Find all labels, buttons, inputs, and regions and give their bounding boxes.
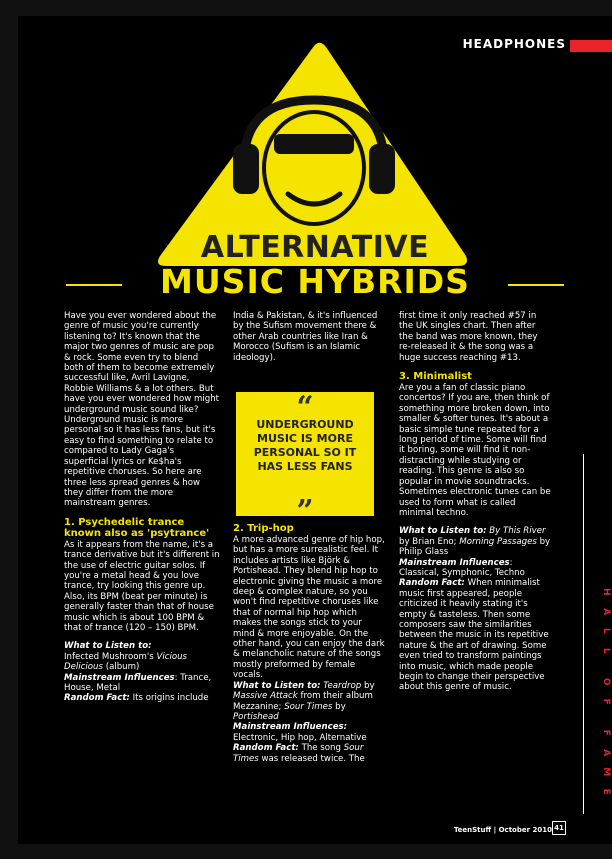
triphop-body: A more advanced genre of hip hop, but has a more surrealistic feel. It includes artists like Björk & Portishead. They blend hip hop to electronic giving the music a more deep & complex nature, so you won't find repetitive choruses like that of normal hip hop which makes the songs stick to your mind & more enjoyable. On the other hand, you can enjoy the dark & melancholic nature of the songs mostly preformed by female vocals. (233, 535, 385, 681)
psytrance-fact: Random Fact: Its origins include (64, 693, 209, 704)
sufism-paragraph: India & Pakistan, & it's influenced by the Sufism movement there & other Arab countries like Iran & Morocco (Sufism is an Islamic ideology). (233, 311, 378, 363)
triphop-fact: Random Fact: The song Sour Times was released twice. The (233, 743, 365, 764)
title-line2: MUSIC HYBRIDS (160, 262, 470, 301)
column-2 (233, 523, 385, 764)
minimalist-influences: Mainstream Influences: Classical, Symphonic, Techno (399, 557, 525, 578)
sour-times-paragraph: first time it only reached #57 in the UK singles chart. Then after the band was more known, they re-released it & the song was a huge success reaching #13. (399, 311, 538, 363)
quote-open-mark: “ (296, 390, 314, 425)
intro-paragraph: Have you ever wondered about the genre of music you're currently listening to? It's known that the major two genres of music are pop & rock. Some even try to blend both of them to become extremely successful like, Avril Lavigne, Robbie Williams & a lot others. But have you ever wondered how might underground music sound like? Underground music is more personal so it has less fans, but it's easy to find something to relate to compared to Lady Gaga's superficial lyrics or Ke$ha's repetitive choruses. So here are three less spread genres & how they differ from the more mainstream genres. (64, 311, 220, 509)
page-number: 41 (552, 821, 566, 835)
triphop-listen: What to Listen to: Teardrop by Massive Attack from their album Mezzanine; Sour Times by Portishead (233, 680, 375, 722)
minimalist-body: Are you a fan of classic piano concertos? If you are, then think of something more broken down, into smaller & softer tunes. It's about a basic simple tune repeated for a long period of time. Some will find it boring, some will find it non-distracting while studying or reading. This genre is also so popular in movie soundtracks. Sometimes electronic tunes can be used to form what is called minimal techno. (399, 383, 551, 518)
footer-credit: TeenStuff | October 2010 (453, 826, 552, 834)
minimalist-fact: Random Fact: When minimalist music first appeared, people criticized it heavily stating it's empty & tasteless. Then some composers saw the similarities between the music in its repetitive nature & the art of drawing. Some even tried to transform paintings into music, which made people begin to change their perspective about this genre of music. (399, 578, 549, 693)
section-tag: HEADPHONES (462, 37, 566, 51)
psytrance-listen: What to Listen to: Infected Mushroom's Vicious Delicious (album) (64, 641, 188, 673)
title-line1: ALTERNATIVE (200, 230, 430, 265)
hall-of-fame-vertical-label: H A L L O F F A M E (600, 587, 611, 795)
column-1 (64, 311, 220, 704)
title-rule-left (66, 284, 122, 286)
quote-close-mark: ” (296, 494, 314, 529)
heading-triphop: 2. Trip-hop (233, 523, 294, 534)
pull-quote-text: UNDERGROUND MUSIC IS MORE PERSONAL SO IT HAS LESS FANS (253, 418, 357, 473)
column-3 (399, 311, 551, 693)
triphop-influences: Electronic, Hip hop, Alternative (233, 732, 367, 743)
psytrance-influences: Mainstream Influences: Trance, House, Metal (64, 672, 212, 693)
minimalist-listen: What to Listen to: By This River by Brian Eno; Morning Passages by Philip Glass (399, 526, 551, 558)
triphop-influences-label: Mainstream Influences: (233, 722, 348, 733)
heading-minimalist: 3. Minimalist (399, 371, 472, 383)
title-rule-right (508, 284, 564, 286)
heading-psytrance: 1. Psychedelic trance known also as 'psytrance' (64, 516, 210, 539)
magazine-page (18, 16, 612, 844)
psytrance-body: As it appears from the name, it's a trance derivative but it's different in the use of electric guitar solos. If you're a metal head & you love trance, try looking this genre up. Also, its BPM (beat per minute) is generally faster than that of house music which is about 100 BPM & that of trance (120 – 150) BPM. (64, 539, 220, 633)
sidebar-divider (583, 454, 584, 814)
column-2-top (233, 311, 383, 371)
